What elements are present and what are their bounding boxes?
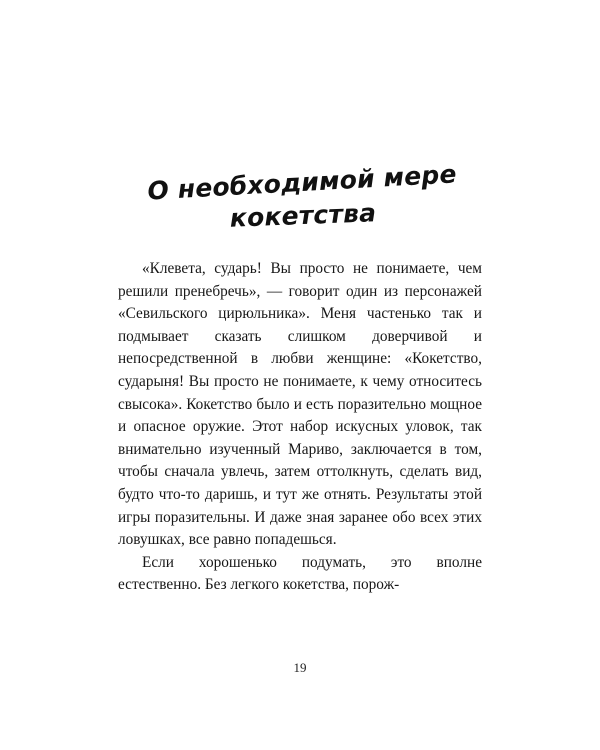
page-content — [118, 0, 482, 750]
page-number: 19 — [293, 660, 307, 675]
paragraph: Если хорошенько подумать, это вполне естественно. Без легкого кокетства, порож- — [118, 553, 482, 594]
chapter-title-line-1: О необходимой мере — [146, 159, 458, 206]
body-text — [118, 232, 482, 597]
chapter-title-line-2: кокетства — [229, 198, 377, 233]
paragraph: «Клевета, сударь! Вы просто не понимаете, чем решили пренебречь», — говорит один из персонажей «Севильского цирюльника». Меня частенько так и подмывает сказать слишком доверчивой и непосредственной в любви женщине: «Кокетство, сударыня! Вы просто не понимаете, к чему относитесь свысока». Кокетство было и есть поразительно мощное и опасное оружие. Этот набор искусных уловок, так внимательно изученный Мариво, заключается в том, чтобы сначала увлечь, затем оттолкнуть, сделать вид, будто что-то даришь, и тут же отнять. Результаты этой игры поразительны. И даже зная заранее обо всех этих ловушках, все равно попадешься. — [118, 260, 482, 549]
chapter-title — [118, 0, 482, 232]
